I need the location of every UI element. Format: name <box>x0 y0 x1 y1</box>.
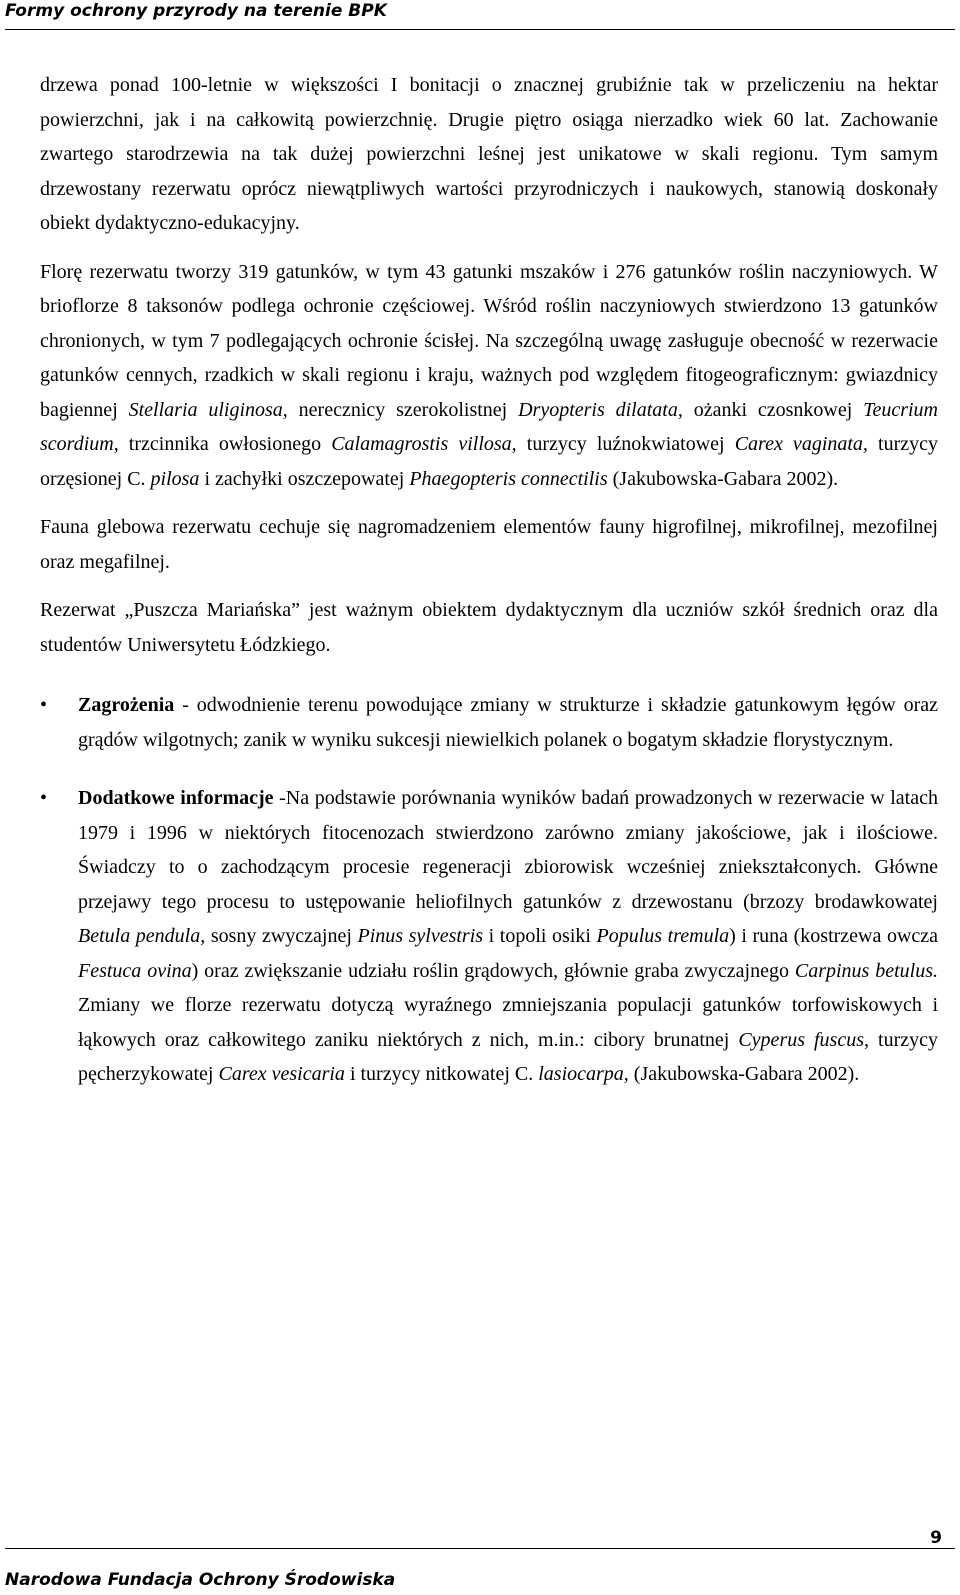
species-name: Betula pendula, <box>78 925 206 947</box>
text-run: ) i runa (kostrzewa owcza <box>729 925 939 947</box>
species-name: Stellaria uliginosa, <box>128 398 288 421</box>
species-name: pilosa <box>150 467 200 490</box>
page-number: 9 <box>930 1528 942 1548</box>
species-name: Pinus sylvestris <box>357 925 484 947</box>
bullet-item-additional-info <box>40 781 938 1092</box>
species-name: Carex vesicaria <box>218 1063 345 1085</box>
text-run: nerecznicy szerokolistnej <box>287 398 519 421</box>
species-name: Phaegopteris connectilis <box>409 467 608 490</box>
text-run: , trzcinnika owłosionego <box>113 433 332 455</box>
text-run: i topoli osiki <box>483 925 597 947</box>
text-run: ożanki czosnkowej <box>682 398 864 421</box>
text-run: turzycy luźnokwiatowej <box>516 433 735 455</box>
text-run: ) oraz zwiększanie udziału roślin grądowych, głównie graba zwyczajnego <box>191 959 795 982</box>
text-run: turzycy orzęsionej C. <box>40 433 939 490</box>
bullet-list <box>40 688 938 1092</box>
footer-organization: Narodowa Fundacja Ochrony Środowiska <box>5 1570 396 1590</box>
bullet-label: Dodatkowe informacje <box>78 787 274 809</box>
species-name: Teucrium scordium <box>40 398 938 455</box>
document-body <box>40 68 938 1116</box>
species-name: Cyperus fuscus <box>738 1028 865 1051</box>
text-run: -Na podstawie porównania wyników badań prowadzonych w rezerwacie w latach 1979 i 1996 w niektórych fitocenozach stwierdzono zarówno zmiany jakościowe, jak i ilościowe. Świadczy to o zachodzącym procesie regeneracji zbiorowisk wcześniej zniekształconych. Główne przejawy tego procesu to ustępowanie heliofilnych gatunków z drzewostanu (brzozy brodawkowatej <box>78 787 938 913</box>
text-run: (Jakubowska-Gabara 2002). <box>628 1063 860 1085</box>
species-name: Carex vaginata, <box>734 433 868 455</box>
bullet-label: Zagrożenia <box>78 694 175 716</box>
text-run: i turzycy nitkowatej C. <box>344 1063 539 1085</box>
species-name: Festuca ovina <box>78 959 192 982</box>
paragraph-stand-description: drzewa ponad 100-letnie w większości I bonitacji o znacznej grubiźnie tak w przeliczeniu na hektar powierzchni, jak i na całkowitą powierzchnię. Drugie piętro osiąga nierzadko wiek 60 lat. Zachowanie zwartego starodrzewia na tak dużej powierzchni leśnej jest unikatowe w skali regionu. Tym samym drzewostany rezerwatu oprócz niewątpliwych wartości przyrodniczych i naukowych, stanowią doskonały obiekt dydaktyczno-edukacyjny. <box>40 74 938 234</box>
text-run: Florę rezerwatu tworzy 319 gatunków, w tym 43 gatunki mszaków i 276 gatunków roślin naczyniowych. W brioflorze 8 taksonów podlega ochronie częściowej. Wśród roślin naczyniowych stwierdzono 13 gatunków chronionych, w tym 7 podlegających ochronie ścisłej. Na szczególną uwagę zasługuje obecność w rezerwacie gatunków cennych, rzadkich w skali regionu i kraju, ważnych pod względem fitogeograficznym: gwiazdnicy bagiennej <box>40 260 938 421</box>
paragraph-fauna: Fauna glebowa rezerwatu cechuje się nagromadzeniem elementów fauny higrofilnej, mikrofilnej, mezofilnej oraz megafilnej. <box>40 516 938 573</box>
paragraph-flora <box>40 255 938 497</box>
text-run: Zmiany we florze rezerwatu dotyczą wyraźnego zmniejszania populacji gatunków torfowiskowych i łąkowych oraz całkowitego zaniku niektórych z nich, m.in.: cibory brunatnej <box>78 994 938 1051</box>
text-run: i zachyłki oszczepowatej <box>199 467 410 490</box>
species-name: lasiocarpa, <box>538 1063 629 1085</box>
bullet-item-threats <box>40 688 938 757</box>
footer-divider <box>5 1548 955 1549</box>
running-header: Formy ochrony przyrody na terenie BPK <box>5 0 955 30</box>
paragraph-didactic: Rezerwat „Puszcza Mariańska” jest ważnym obiektem dydaktycznym dla uczniów szkół średnich oraz dla studentów Uniwersytetu Łódzkiego. <box>40 599 938 656</box>
bullet-icon: • <box>40 787 48 809</box>
species-name: Dryopteris dilatata, <box>518 398 683 421</box>
bullet-icon: • <box>40 694 48 716</box>
species-name: Carpinus betulus. <box>794 959 938 982</box>
species-name: Populus tremula <box>596 925 730 947</box>
species-name: Calamagrostis villosa, <box>331 433 517 455</box>
text-run: (Jakubowska-Gabara 2002). <box>607 467 839 490</box>
text-run: sosny zwyczajnej <box>205 925 358 947</box>
text-run: , turzycy pęcherzykowatej <box>78 1028 938 1085</box>
bullet-text: - odwodnienie terenu powodujące zmiany w strukturze i składzie gatunkowym łęgów oraz grądów wilgotnych; zanik w wyniku sukcesji niewielkich polanek o bogatym składzie florystycznym. <box>78 694 938 751</box>
